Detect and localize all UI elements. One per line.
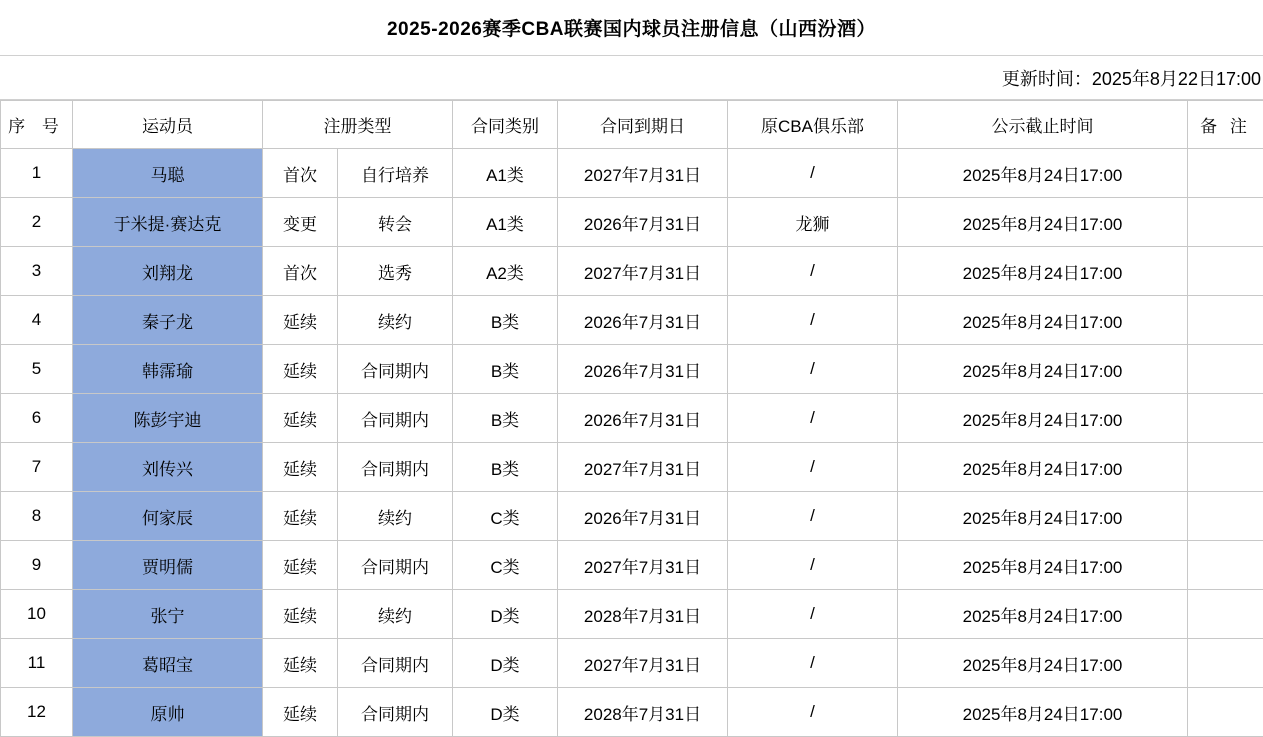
cell-register-type: 延续 xyxy=(263,345,338,394)
cell-deadline: 2025年8月24日17:00 xyxy=(898,688,1188,737)
cell-note xyxy=(1188,198,1263,247)
cell-expiry: 2027年7月31日 xyxy=(558,443,728,492)
update-time-label: 更新时间：2025年8月22日17:00 xyxy=(1002,65,1261,91)
document-title-row xyxy=(0,0,1263,56)
cell-deadline: 2025年8月24日17:00 xyxy=(898,541,1188,590)
cell-previous-club: 龙狮 xyxy=(728,198,898,247)
column-header-contract-type: 合同类别 xyxy=(453,101,558,149)
cell-expiry: 2027年7月31日 xyxy=(558,639,728,688)
column-header-publicity-deadline: 公示截止时间 xyxy=(898,101,1188,149)
cell-expiry: 2028年7月31日 xyxy=(558,590,728,639)
cell-category: D类 xyxy=(453,590,558,639)
cell-previous-club: / xyxy=(728,149,898,198)
cell-note xyxy=(1188,443,1263,492)
table-row xyxy=(1,149,1263,198)
cell-deadline: 2025年8月24日17:00 xyxy=(898,149,1188,198)
table-row xyxy=(1,198,1263,247)
column-header-contract-expiry: 合同到期日 xyxy=(558,101,728,149)
cell-index: 12 xyxy=(1,688,73,737)
cell-expiry: 2026年7月31日 xyxy=(558,394,728,443)
cell-category: A1类 xyxy=(453,198,558,247)
cell-expiry: 2026年7月31日 xyxy=(558,198,728,247)
cell-athlete: 韩霈瑜 xyxy=(73,345,263,394)
cell-index: 9 xyxy=(1,541,73,590)
cell-deadline: 2025年8月24日17:00 xyxy=(898,198,1188,247)
cell-note xyxy=(1188,247,1263,296)
cell-category: D类 xyxy=(453,688,558,737)
cell-note xyxy=(1188,296,1263,345)
cell-register-type: 延续 xyxy=(263,639,338,688)
cell-athlete: 原帅 xyxy=(73,688,263,737)
cell-expiry: 2027年7月31日 xyxy=(558,247,728,296)
cell-note xyxy=(1188,492,1263,541)
cell-expiry: 2027年7月31日 xyxy=(558,149,728,198)
cell-contract-type: 合同期内 xyxy=(338,443,453,492)
cell-note xyxy=(1188,345,1263,394)
cell-register-type: 延续 xyxy=(263,688,338,737)
cell-index: 6 xyxy=(1,394,73,443)
cell-index: 8 xyxy=(1,492,73,541)
table-row xyxy=(1,492,1263,541)
cell-category: C类 xyxy=(453,492,558,541)
cell-athlete: 于米提·赛达克 xyxy=(73,198,263,247)
cell-expiry: 2026年7月31日 xyxy=(558,345,728,394)
table-row xyxy=(1,639,1263,688)
cell-athlete: 贾明儒 xyxy=(73,541,263,590)
cell-category: C类 xyxy=(453,541,558,590)
cell-index: 11 xyxy=(1,639,73,688)
table-row xyxy=(1,394,1263,443)
cell-contract-type: 合同期内 xyxy=(338,688,453,737)
cell-index: 5 xyxy=(1,345,73,394)
cell-deadline: 2025年8月24日17:00 xyxy=(898,394,1188,443)
cell-note xyxy=(1188,541,1263,590)
cell-category: B类 xyxy=(453,443,558,492)
cell-contract-type: 合同期内 xyxy=(338,394,453,443)
cell-expiry: 2026年7月31日 xyxy=(558,296,728,345)
cell-note xyxy=(1188,149,1263,198)
cell-index: 10 xyxy=(1,590,73,639)
cell-contract-type: 合同期内 xyxy=(338,345,453,394)
cell-register-type: 首次 xyxy=(263,149,338,198)
player-registration-table xyxy=(0,100,1263,737)
table-row xyxy=(1,443,1263,492)
cell-deadline: 2025年8月24日17:00 xyxy=(898,247,1188,296)
cell-deadline: 2025年8月24日17:00 xyxy=(898,492,1188,541)
cell-category: A1类 xyxy=(453,149,558,198)
cell-deadline: 2025年8月24日17:00 xyxy=(898,345,1188,394)
cell-register-type: 变更 xyxy=(263,198,338,247)
cell-register-type: 延续 xyxy=(263,394,338,443)
cell-register-type: 延续 xyxy=(263,443,338,492)
cell-register-type: 延续 xyxy=(263,541,338,590)
cell-previous-club: / xyxy=(728,443,898,492)
cell-note xyxy=(1188,639,1263,688)
cell-register-type: 延续 xyxy=(263,492,338,541)
cell-contract-type: 合同期内 xyxy=(338,541,453,590)
cell-deadline: 2025年8月24日17:00 xyxy=(898,639,1188,688)
column-header-index: 序 号 xyxy=(1,101,73,149)
cell-category: A2类 xyxy=(453,247,558,296)
update-time-row xyxy=(0,56,1263,100)
column-header-athlete: 运动员 xyxy=(73,101,263,149)
cell-note xyxy=(1188,590,1263,639)
cell-previous-club: / xyxy=(728,590,898,639)
cell-index: 2 xyxy=(1,198,73,247)
cell-previous-club: / xyxy=(728,541,898,590)
cell-contract-type: 续约 xyxy=(338,296,453,345)
page-title: 2025-2026赛季CBA联赛国内球员注册信息（山西汾酒） xyxy=(387,14,876,41)
cell-deadline: 2025年8月24日17:00 xyxy=(898,443,1188,492)
cell-athlete: 何家辰 xyxy=(73,492,263,541)
cell-previous-club: / xyxy=(728,492,898,541)
cell-category: D类 xyxy=(453,639,558,688)
cell-athlete: 张宁 xyxy=(73,590,263,639)
table-body xyxy=(1,149,1263,737)
table-row xyxy=(1,541,1263,590)
cell-contract-type: 自行培养 xyxy=(338,149,453,198)
cell-deadline: 2025年8月24日17:00 xyxy=(898,296,1188,345)
cell-previous-club: / xyxy=(728,247,898,296)
cell-deadline: 2025年8月24日17:00 xyxy=(898,590,1188,639)
table-row xyxy=(1,247,1263,296)
cell-index: 4 xyxy=(1,296,73,345)
cell-register-type: 首次 xyxy=(263,247,338,296)
cell-note xyxy=(1188,688,1263,737)
cell-previous-club: / xyxy=(728,394,898,443)
cell-previous-club: / xyxy=(728,345,898,394)
cell-previous-club: / xyxy=(728,639,898,688)
cell-register-type: 延续 xyxy=(263,296,338,345)
cell-contract-type: 续约 xyxy=(338,492,453,541)
cell-index: 3 xyxy=(1,247,73,296)
cell-category: B类 xyxy=(453,345,558,394)
cell-athlete: 秦子龙 xyxy=(73,296,263,345)
cell-expiry: 2027年7月31日 xyxy=(558,541,728,590)
cell-previous-club: / xyxy=(728,688,898,737)
cell-category: B类 xyxy=(453,296,558,345)
cell-contract-type: 选秀 xyxy=(338,247,453,296)
column-header-note: 备 注 xyxy=(1188,101,1263,149)
cell-athlete: 马聪 xyxy=(73,149,263,198)
cell-athlete: 陈彭宇迪 xyxy=(73,394,263,443)
cell-expiry: 2026年7月31日 xyxy=(558,492,728,541)
column-header-register-type: 注册类型 xyxy=(263,101,453,149)
table-row xyxy=(1,296,1263,345)
cell-index: 1 xyxy=(1,149,73,198)
cell-athlete: 葛昭宝 xyxy=(73,639,263,688)
cell-athlete: 刘传兴 xyxy=(73,443,263,492)
cell-register-type: 延续 xyxy=(263,590,338,639)
column-header-previous-club: 原CBA俱乐部 xyxy=(728,101,898,149)
table-row xyxy=(1,590,1263,639)
cell-contract-type: 合同期内 xyxy=(338,639,453,688)
cell-category: B类 xyxy=(453,394,558,443)
table-row xyxy=(1,345,1263,394)
cell-previous-club: / xyxy=(728,296,898,345)
cell-athlete: 刘翔龙 xyxy=(73,247,263,296)
cell-index: 7 xyxy=(1,443,73,492)
cell-contract-type: 转会 xyxy=(338,198,453,247)
cell-expiry: 2028年7月31日 xyxy=(558,688,728,737)
table-row xyxy=(1,688,1263,737)
cell-contract-type: 续约 xyxy=(338,590,453,639)
table-header-row xyxy=(1,101,1263,149)
cell-note xyxy=(1188,394,1263,443)
